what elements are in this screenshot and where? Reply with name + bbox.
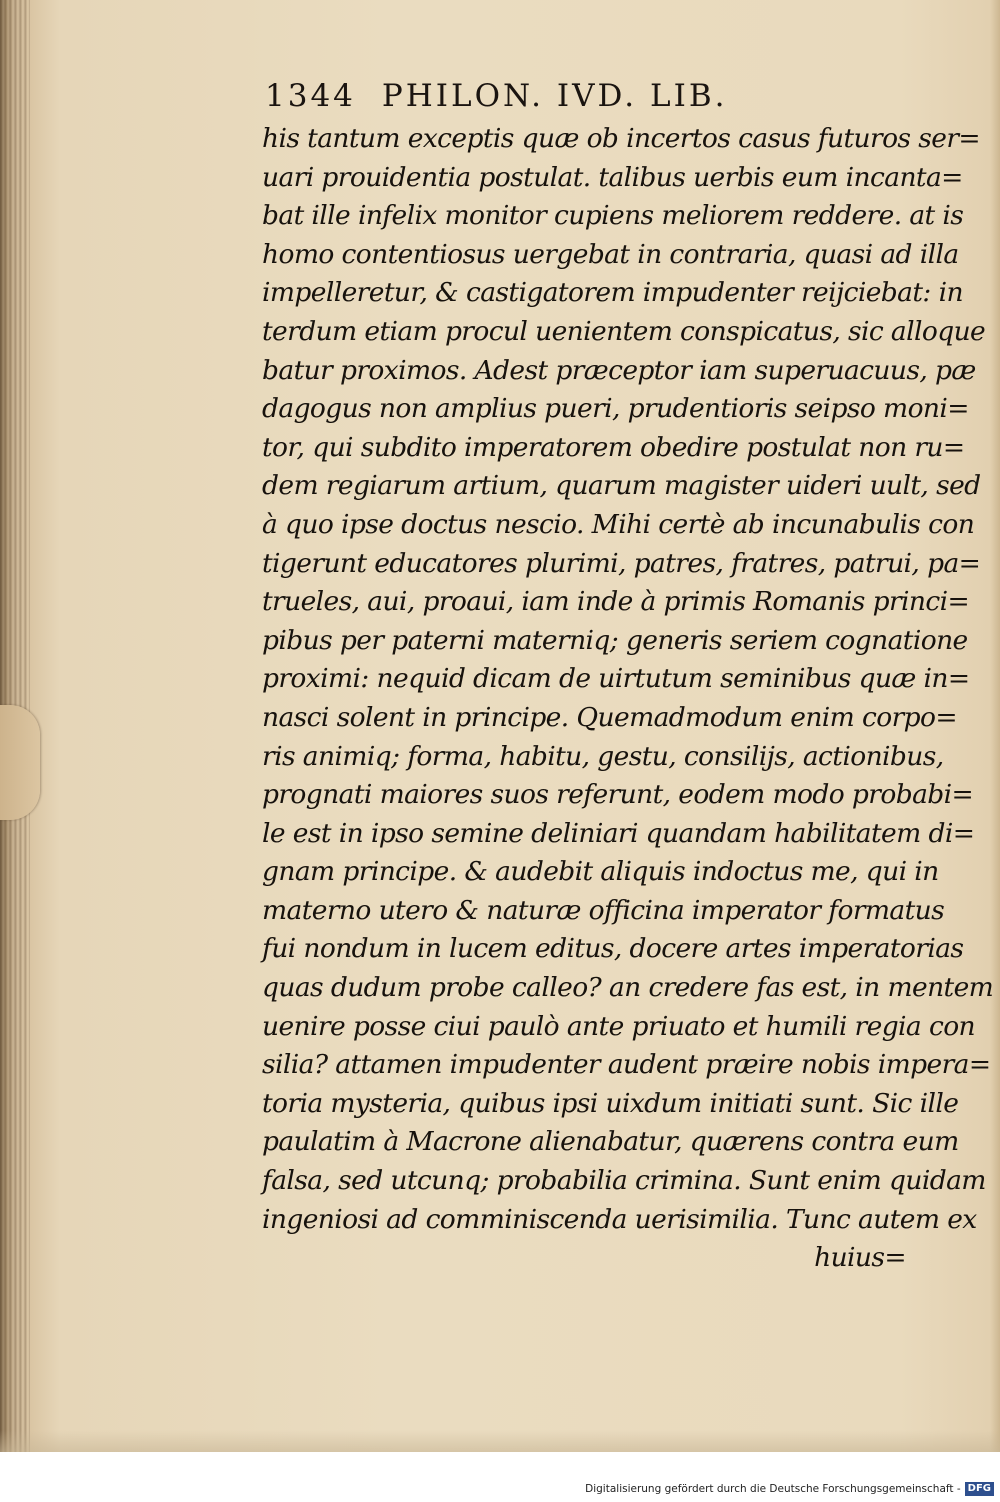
text-line: dagogus non amplius pueri, prudentioris seipso moni= [262,393,969,425]
text-line: silia? attamen impudenter audent præire nobis impera= [262,1049,991,1081]
text-line: bat ille infelix monitor cupiens meliorem reddere. at is [262,200,964,232]
text-line: uari prouidentia postulat. talibus uerbis eum incanta= [262,161,963,193]
binding-tab [0,705,40,820]
page-bottom-shade [0,1430,1000,1452]
text-line: prognati maiores suos referunt, eodem modo probabi= [262,779,974,811]
text-line: terdum etiam procul uenientem conspicatus, sic alloque [262,315,986,347]
dfg-logo: DFG [965,1482,994,1496]
text-line: fui nondum in lucem editus, docere artes imperatorias [262,933,964,965]
text-line: gnam principe. & audebit aliquis indoctus me, qui in [262,856,939,888]
text-line: tor, qui subdito imperatorem obedire postulat non ru= [262,431,965,463]
text-line: pibus per paterni materniq; generis seriem cognatione [262,624,968,656]
digitization-credit [585,1480,994,1498]
text-line: dem regiarum artium, quarum magister uideri uult, sed [262,470,981,502]
text-line: falsa, sed utcunq; probabilia crimina. Sunt enim quidam [262,1165,986,1197]
text-line: ingeniosi ad comminiscenda uerisimilia. Tunc autem ex [262,1203,977,1235]
text-line: his tantum exceptis quæ ob incertos casus futuros ser= [262,123,980,154]
text-line: batur proximos. Adest præceptor iam superuacuus, pæ [262,354,976,386]
text-line: nasci solent in principe. Quemadmodum enim corpo= [262,701,958,733]
text-line: uenire posse ciui paulò ante priuato et humili regia con [262,1010,976,1042]
catchword: huius= [814,1242,906,1274]
text-line: tigerunt educatores plurimi, patres, fratres, patrui, pa= [262,547,981,579]
running-header [265,78,845,118]
text-line: à quo ipse doctus nescio. Mihi certè ab incunabulis con [262,508,975,540]
text-line: materno utero & naturæ officina imperator formatus [262,894,945,926]
page-number: 1344 [265,78,356,114]
text-line: homo contentiosus uergebat in contraria, quasi ad illa [262,238,959,270]
text-line: proximi: nequid dicam de uirtutum seminibus quæ in= [262,663,970,695]
text-line: quas dudum probe calleo? an credere fas est, in mentem [262,972,994,1004]
text-line: toria mysteria, quibus ipsi uixdum initiati sunt. Sic ille [262,1087,959,1119]
credit-text: Digitalisierung gefördert durch die Deutsche Forschungsgemeinschaft - [585,1483,961,1495]
body-text [262,120,994,1278]
text-line: le est in ipso semine deliniari quandam habilitatem di= [262,817,975,849]
text-line: paulatim à Macrone alienabatur, quærens contra eum [262,1126,959,1158]
text-line: impelleretur, & castigatorem impudenter reijciebat: in [262,277,963,309]
text-line: trueles, aui, proaui, iam inde à primis Romanis princi= [262,586,970,618]
text-line: ris animiq; forma, habitu, gestu, consilijs, actionibus, [262,740,944,772]
running-title: PHILON. IVD. LIB. [381,78,728,114]
